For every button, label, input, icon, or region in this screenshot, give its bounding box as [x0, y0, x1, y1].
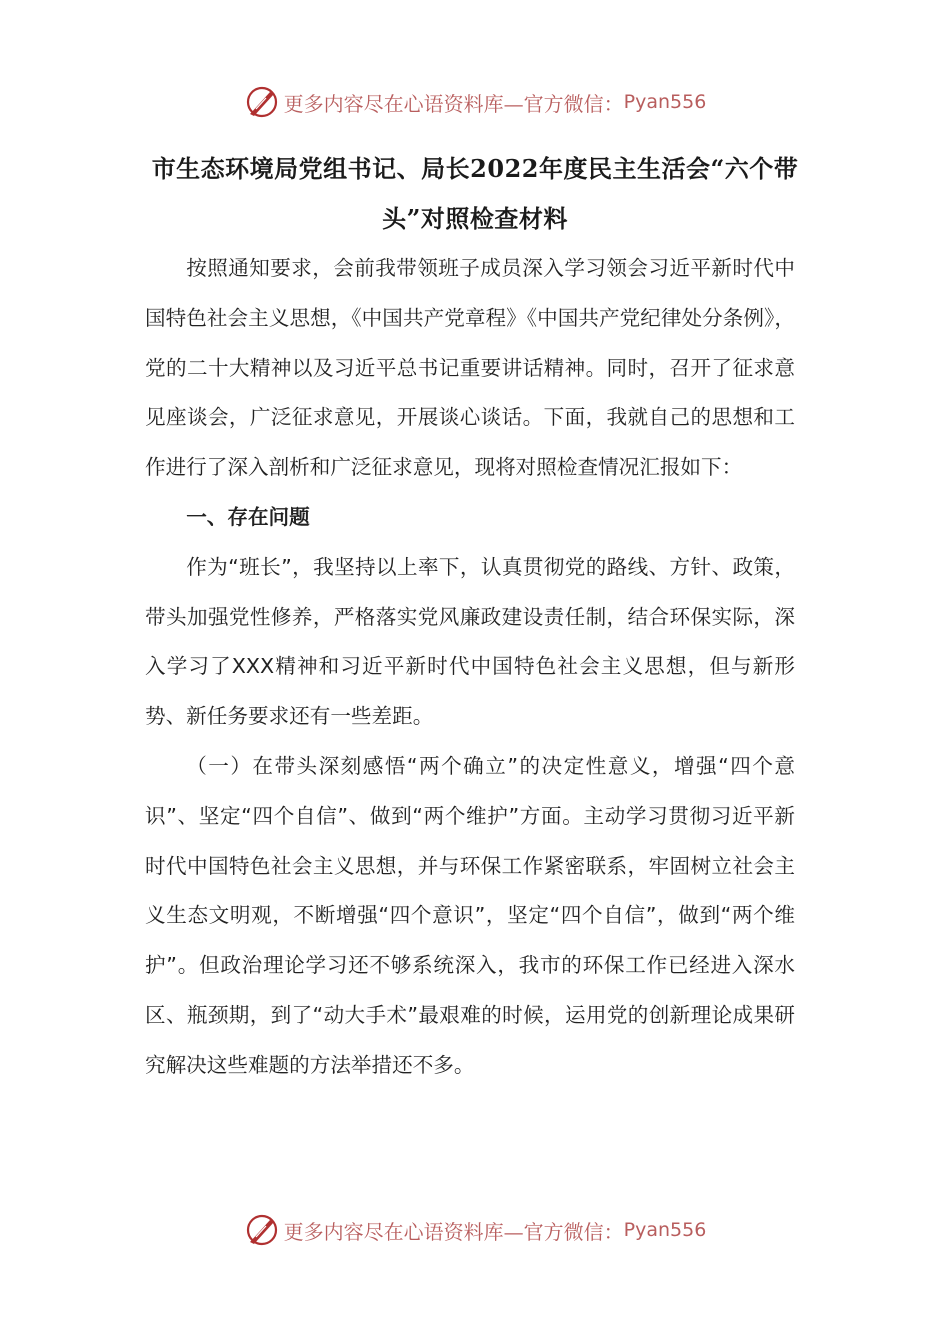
section-heading: 一、存在问题	[186, 504, 310, 529]
watermark-footer	[0, 1210, 950, 1250]
section-paragraph: （一）在带头深刻感悟“两个确立”的决定性意义，增强“四个意识”、坚定“四个自信”、做到“两个维护”方面。主动学习贯彻习近平新时代中国特色社会主义思想，并与环保工作紧密联系，牢固树立社会主义生态文明观，不断增强“四个意识”，坚定“四个自信”，做到“两个维护”。但政治理论学习还不够系统深入，我市的环保工作已经进入深水区、瓶颈期，到了“动大手术”最艰难的时候，运用党的创新理论成果研究解决这些难题的方法举措还不多。	[145, 753, 795, 1077]
document-body	[145, 244, 795, 1091]
watermark-header	[0, 82, 950, 122]
section-paragraph: 作为“班长”，我坚持以上率下，认真贯彻党的路线、方针、政策，带头加强党性修养，严格落实党风廉政建设责任制，结合环保实际，深入学习了XXX精神和习近平新时代中国特色社会主义思想，但与新形势、新任务要求还有一些差距。	[145, 554, 795, 729]
watermark-text: 更多内容尽在心语资料库—官方微信：	[283, 1219, 624, 1244]
quill-logo-icon	[244, 1212, 280, 1248]
watermark-handle: Pyan556	[623, 91, 707, 113]
intro-paragraph: 按照通知要求，会前我带领班子成员深入学习领会习近平新时代中国特色社会主义思想，《中国共产党章程》《中国共产党纪律处分条例》，党的二十大精神以及习近平总书记重要讲话精神。同时，召开了征求意见座谈会，广泛征求意见，开展谈心谈话。下面，我就自己的思想和工作进行了深入剖析和广泛征求意见，现将对照检查情况汇报如下：	[145, 256, 795, 480]
quill-logo-icon	[244, 84, 280, 120]
watermark-text: 更多内容尽在心语资料库—官方微信：	[283, 91, 624, 116]
watermark-handle: Pyan556	[623, 1219, 707, 1241]
document-title: 市生态环境局党组书记、局长2022年度民主生活会“六个带头”对照检查材料	[151, 154, 799, 233]
